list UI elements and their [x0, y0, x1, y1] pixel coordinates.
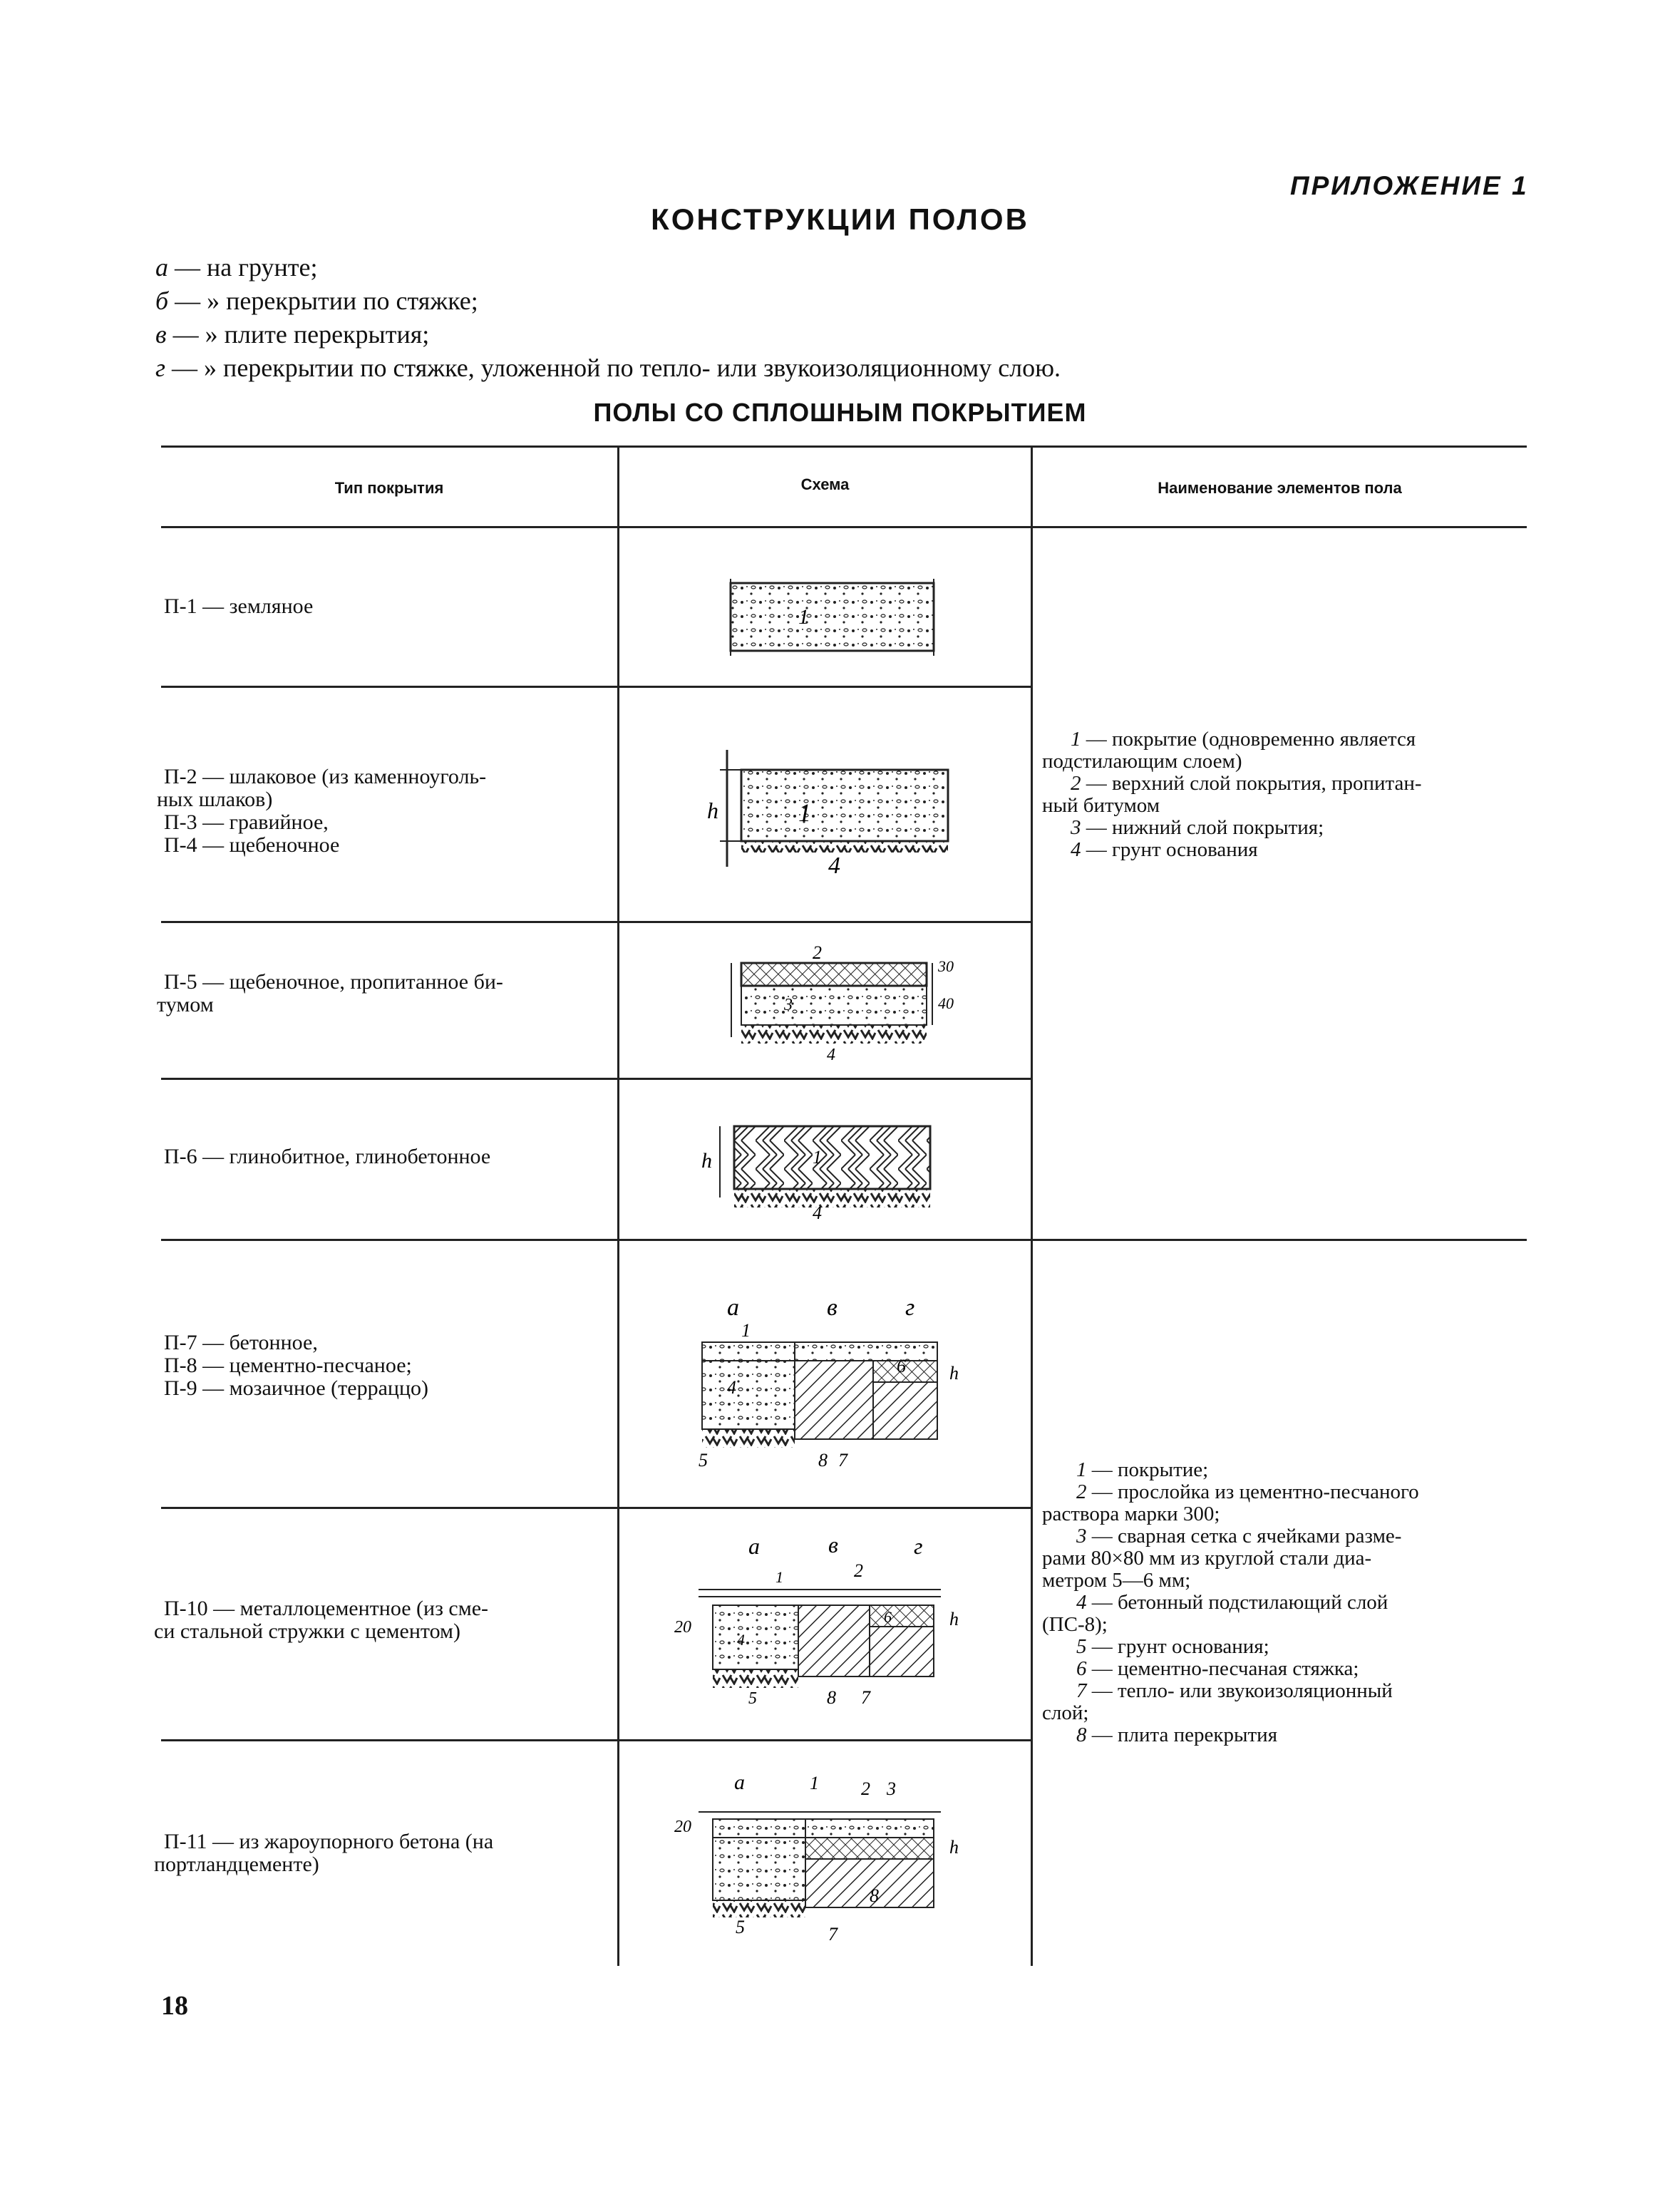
- label-1: 1: [798, 605, 809, 629]
- section-subtitle: ПОЛЫ СО СПЛОШНЫМ ПОКРЫТИЕМ: [593, 398, 1087, 427]
- label-h: h: [949, 1363, 959, 1384]
- scheme-p6: [699, 1112, 962, 1226]
- label-1: 1: [798, 798, 811, 827]
- soil-base: [734, 1189, 930, 1207]
- legend-item-b: б — » перекрытии по стяжке;: [155, 287, 478, 315]
- label-8: 8: [818, 1450, 828, 1471]
- elements-desc-group-1: 1 — покрытие (одновременно является подстилающим слоем) 2 — верхний слой покрытия, пропитан- ный битумом 3 — нижний слой покрытия; 4 — грунт основания: [1042, 728, 1422, 861]
- row-divider: [161, 1078, 1031, 1080]
- table-top-rule: [161, 445, 1527, 448]
- label-7: 7: [838, 1450, 847, 1471]
- label-1: 1: [775, 1568, 783, 1586]
- label-g: г: [914, 1533, 923, 1559]
- label-8: 8: [827, 1687, 836, 1708]
- label-4: 4: [737, 1631, 745, 1649]
- soil-base: [741, 1025, 927, 1044]
- row-divider: [161, 686, 1031, 688]
- label-h: h: [707, 798, 718, 823]
- label-4: 4: [827, 1046, 835, 1064]
- label-2: 2: [854, 1560, 863, 1581]
- label-5: 5: [736, 1917, 745, 1937]
- scheme-p2: [699, 741, 962, 877]
- page-title: КОНСТРУКЦИИ ПОЛОВ: [651, 202, 1029, 236]
- soil-base: [741, 841, 948, 853]
- top-layer: [741, 963, 927, 986]
- row-type-p5: П-5 — щебеночное, пропитанное би- тумом: [157, 970, 503, 1016]
- label-h: h: [949, 1837, 959, 1858]
- page-number: 18: [161, 1991, 188, 2021]
- label-7: 7: [828, 1924, 838, 1945]
- dim-20: 20: [674, 1818, 691, 1836]
- label-a: а: [734, 1771, 745, 1794]
- row-type-p1: П-1 — земляное: [164, 594, 314, 618]
- appendix-label: ПРИЛОЖЕНИЕ 1: [1290, 171, 1529, 200]
- col-divider-1: [617, 448, 619, 1966]
- scheme-p7: [670, 1287, 969, 1479]
- label-g: г: [905, 1294, 915, 1321]
- label-6: 6: [897, 1356, 906, 1376]
- table-header-rule: [161, 526, 1527, 528]
- row-type-p10: П-10 — металлоцементное (из сме- си стальной стружки с цементом): [154, 1597, 489, 1643]
- row-divider: [161, 921, 1031, 923]
- soil-layer: [731, 583, 934, 651]
- dim-30: 30: [938, 957, 954, 975]
- scheme-p10: [670, 1525, 969, 1718]
- label-3: 3: [784, 996, 793, 1014]
- label-2: 2: [861, 1778, 870, 1799]
- row-type-p2-p4: П-2 — шлаковое (из каменноуголь- ных шлаков) П-3 — гравийное, П-4 — щебеночное: [157, 765, 487, 857]
- col-header-scheme: Схема: [800, 475, 850, 493]
- row-type-p11: П-11 — из жароупорного бетона (на портландцементе): [154, 1830, 494, 1876]
- label-v: в: [827, 1294, 838, 1321]
- concrete-base: [702, 1361, 795, 1429]
- label-2: 2: [813, 942, 822, 963]
- slab: [795, 1361, 873, 1439]
- row-type-p6: П-6 — глинобитное, глинобетонное: [164, 1145, 491, 1168]
- label-7: 7: [861, 1687, 870, 1708]
- legend-item-v: в — » плите перекрытия;: [155, 320, 430, 349]
- row-divider-group: [161, 1239, 1527, 1241]
- label-4: 4: [828, 853, 840, 877]
- dim-20: 20: [674, 1618, 691, 1637]
- label-1: 1: [810, 1773, 819, 1793]
- label-8: 8: [870, 1885, 879, 1906]
- col-divider-2: [1031, 448, 1033, 1966]
- row-divider: [161, 1739, 1031, 1741]
- label-5: 5: [699, 1450, 708, 1471]
- scheme-p5: [706, 937, 962, 1066]
- label-3: 3: [887, 1778, 896, 1799]
- label-1: 1: [741, 1320, 751, 1341]
- label-a: а: [727, 1294, 739, 1321]
- dim-40: 40: [938, 994, 954, 1012]
- label-h: h: [701, 1149, 712, 1173]
- label-a: а: [748, 1533, 760, 1559]
- col-header-names: Наименование элементов пола: [1158, 479, 1402, 497]
- slag-layer: [741, 770, 948, 841]
- col-header-type: Тип покрытия: [334, 479, 444, 497]
- row-divider: [161, 1507, 1031, 1509]
- label-4: 4: [727, 1377, 736, 1398]
- bottom-layer: [741, 986, 927, 1025]
- row-type-p7-p9: П-7 — бетонное, П-8 — цементно-песчаное; П-9 — мозаичное (терраццо): [164, 1331, 429, 1400]
- legend-item-g: г — » перекрытии по стяжке, уложенной по тепло- или звукоизоляционному слою.: [155, 354, 1061, 382]
- clay-layer: [734, 1126, 930, 1189]
- scheme-p11: [670, 1753, 969, 1946]
- label-h: h: [949, 1609, 959, 1629]
- legend-item-a: а — на грунте;: [155, 253, 318, 282]
- legend: [155, 251, 1061, 385]
- label-6: 6: [884, 1608, 892, 1626]
- elements-desc-group-2: 1 — покрытие; 2 — прослойка из цементно-песчаного раствора марки 300; 3 — сварная сетка с ячейками разме- рами 80×80 мм из круглой стали диа- метром 5—6 мм; 4 — бетонный подстилающий слой (ПС-8); 5 — грунт основания; 6 — цементно-песчаная стяжка; 7 — тепло- или звукоизоляционный слой; 8 — плита перекрытия: [1042, 1458, 1419, 1746]
- label-5: 5: [748, 1689, 757, 1708]
- label-1: 1: [813, 1147, 822, 1168]
- label-4: 4: [813, 1202, 822, 1223]
- scheme-p1: [720, 570, 948, 663]
- label-v: в: [828, 1532, 838, 1557]
